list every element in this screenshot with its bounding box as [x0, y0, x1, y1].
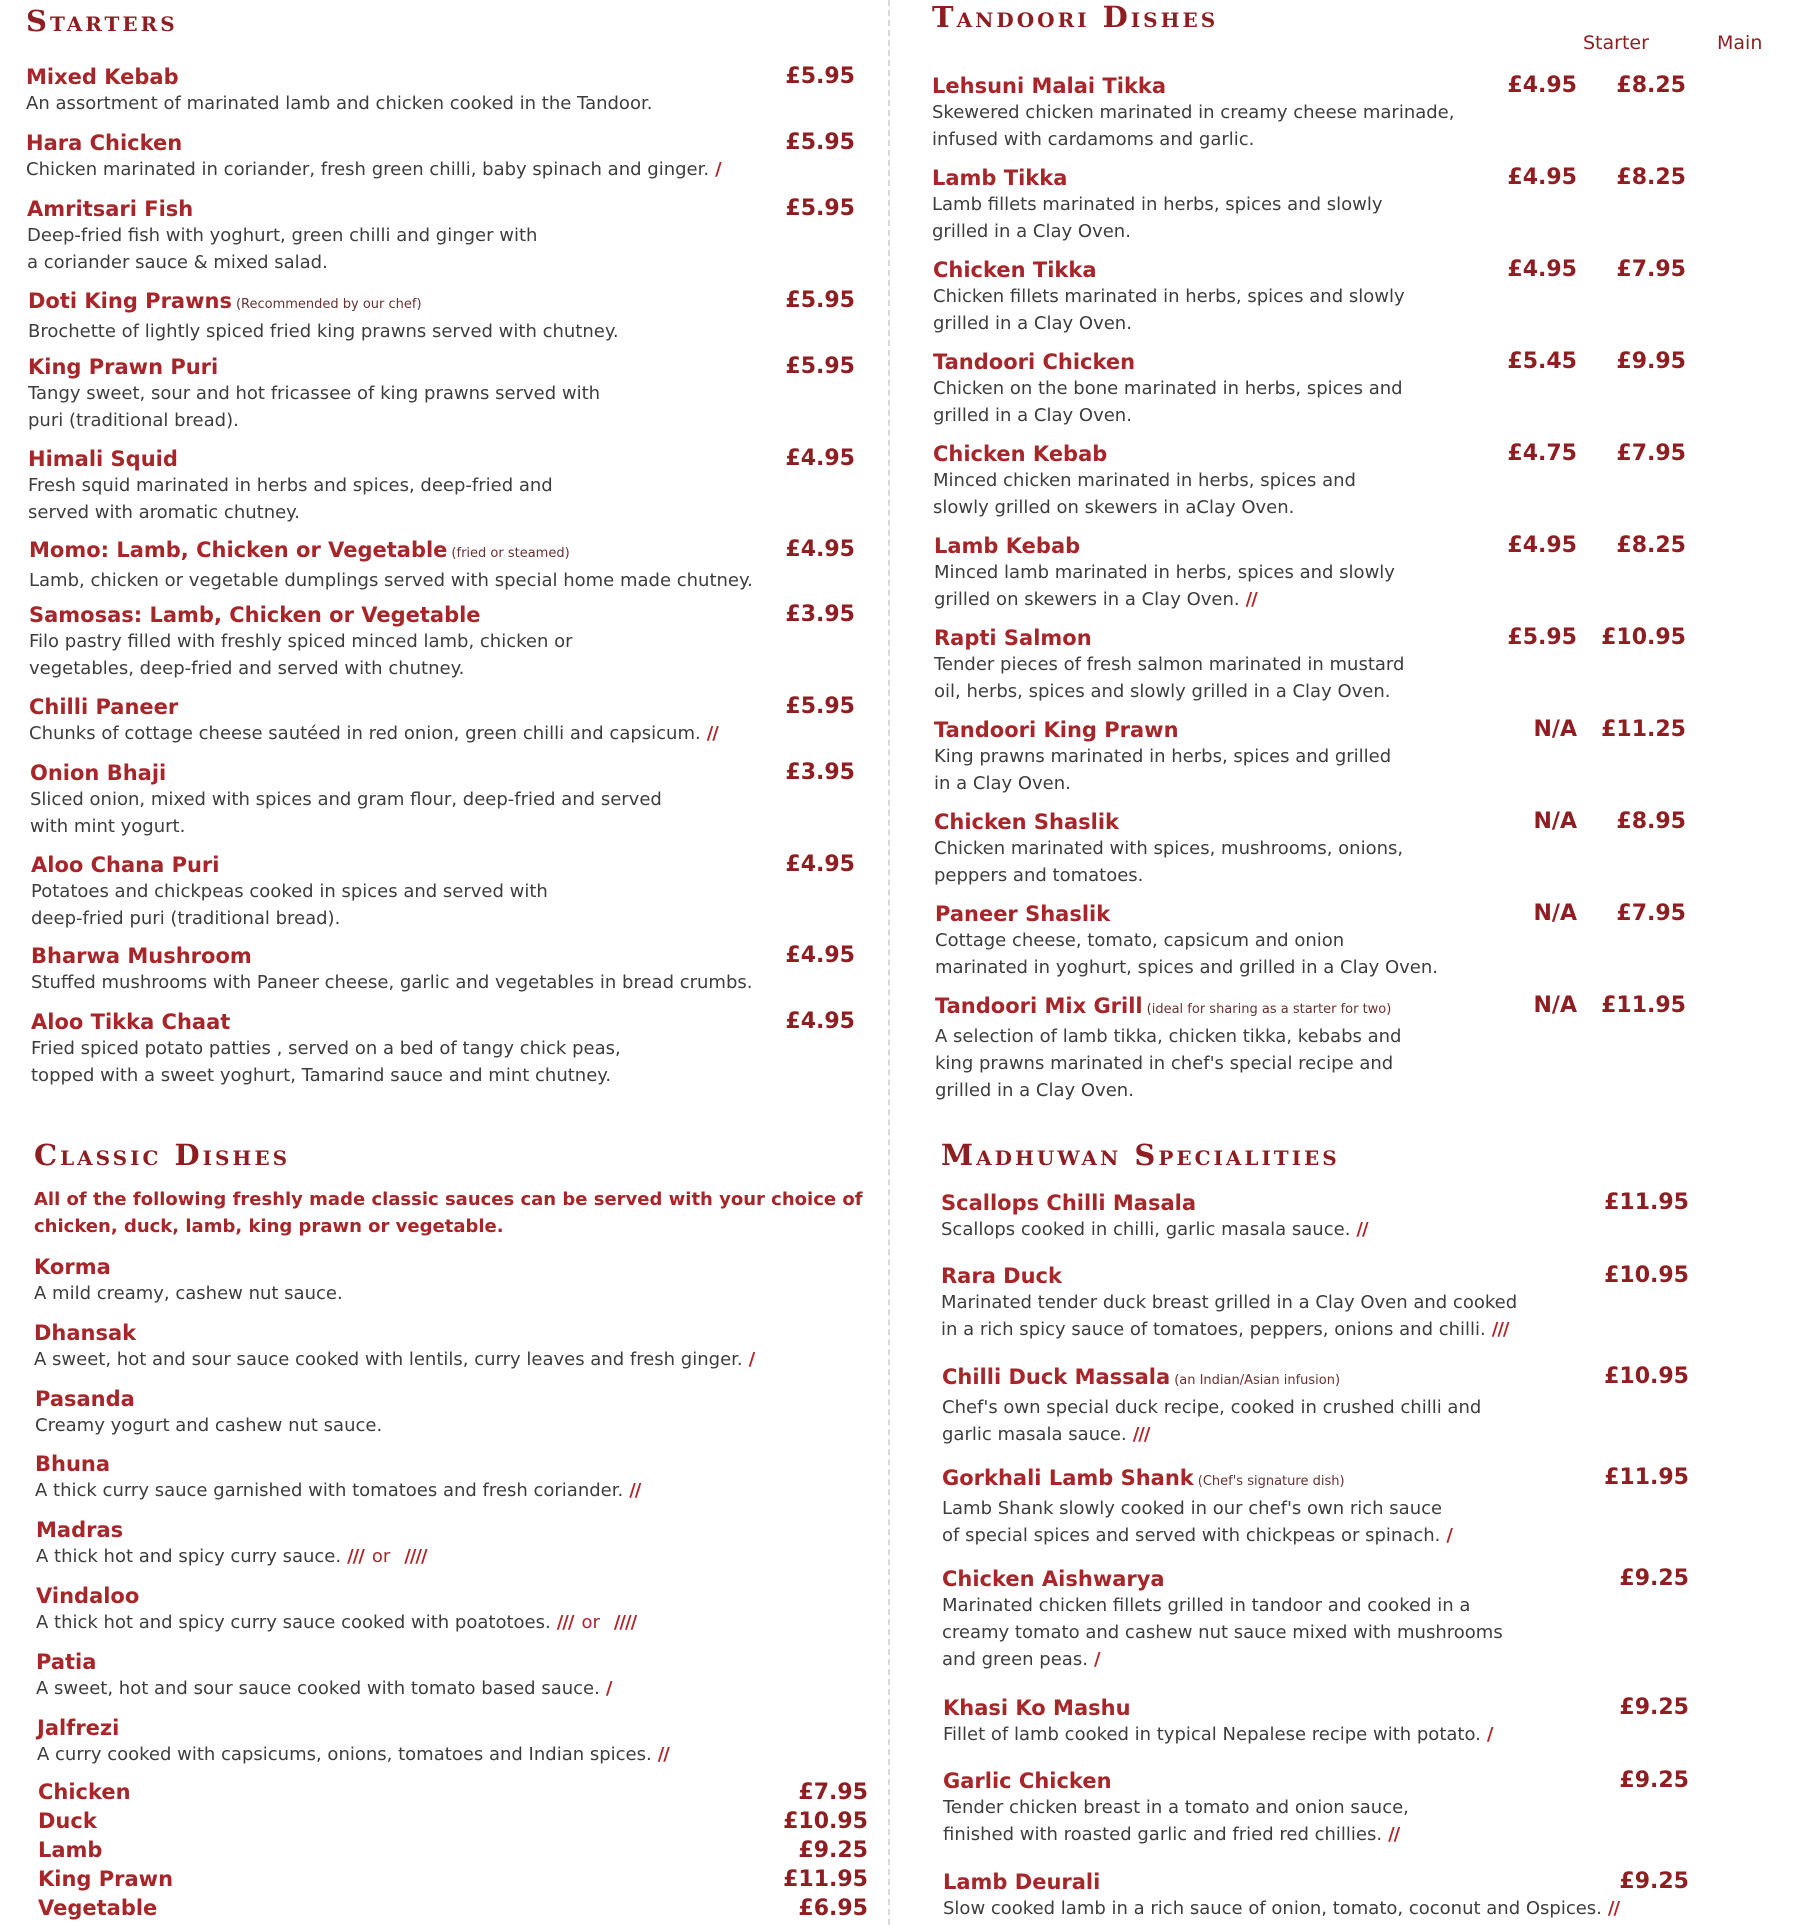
item-name-text: Rara Duck	[941, 1264, 1062, 1288]
chilli-heat-icon: ///	[556, 1612, 574, 1633]
item-name-text: Paneer Shaslik	[935, 902, 1111, 926]
sauce-item	[0, 1254, 886, 1307]
menu-item	[900, 1263, 1806, 1343]
item-description	[934, 651, 1806, 705]
protein-price-row	[38, 1896, 868, 1925]
main-price: £11.25	[1601, 717, 1686, 742]
item-description-text: Potatoes and chickpeas cooked in spices and served with deep-fried puri (traditional bread).	[31, 881, 548, 929]
sauce-name: Madras	[36, 1518, 124, 1542]
item-name-text: Lamb Deurali	[943, 1870, 1101, 1894]
item-name-text: Scallops Chilli Masala	[941, 1191, 1196, 1215]
menu-item	[900, 349, 1806, 429]
item-description	[942, 1495, 1806, 1549]
menu-item	[0, 354, 886, 434]
item-description-text: Lamb, chicken or vegetable dumplings served with special home made chutney.	[29, 570, 753, 591]
starter-price: £4.95	[1507, 73, 1577, 98]
item-description-text: Chicken marinated with spices, mushrooms, onions, peppers and tomatoes.	[934, 838, 1404, 886]
item-description	[934, 835, 1806, 889]
main-price: £8.25	[1616, 533, 1686, 558]
chilli-heat-icon: /	[1446, 1525, 1452, 1546]
item-name-text: Chicken Aishwarya	[942, 1567, 1165, 1591]
sauce-item	[0, 1320, 886, 1373]
main-price: £7.95	[1616, 901, 1686, 926]
item-description-text: Filo pastry filled with freshly spiced minced lamb, chicken or vegetables, deep-fried and served with chutney.	[29, 631, 573, 679]
item-description-text: Lamb fillets marinated in herbs, spices and slowly grilled in a Clay Oven.	[932, 194, 1383, 242]
sauce-description	[34, 1280, 886, 1307]
chilli-heat-icon: ///	[347, 1546, 364, 1567]
item-name-text: Khasi Ko Mashu	[943, 1696, 1131, 1720]
item-price: £4.95	[785, 537, 855, 562]
item-description	[933, 283, 1806, 337]
sauce-name: Patia	[36, 1650, 97, 1674]
item-price: £11.95	[1604, 1190, 1689, 1215]
chilli-heat-icon: /	[748, 1349, 755, 1370]
item-description-text: Minced lamb marinated in herbs, spices and slowly grilled on skewers in a Clay Oven.	[934, 562, 1395, 610]
protein-name: Vegetable	[38, 1896, 158, 1920]
item-description	[942, 1592, 1806, 1673]
main-price: £7.95	[1616, 257, 1686, 282]
item-price: £9.25	[1619, 1695, 1689, 1720]
item-name-text: Chilli Duck Massala	[942, 1365, 1171, 1389]
chilli-heat-icon: ///	[1491, 1319, 1509, 1340]
sauce-name: Pasanda	[35, 1387, 135, 1411]
item-description-text: Tangy sweet, sour and hot fricassee of king prawns served with puri (traditional bread).	[28, 383, 601, 431]
item-name-text: Tandoori Chicken	[933, 350, 1136, 374]
item-description	[29, 567, 886, 594]
menu-item	[900, 717, 1806, 797]
sauce-description-text: A curry cooked with capsicums, onions, tomatoes and Indian spices.	[37, 1744, 652, 1765]
item-description-text: Deep-fried fish with yoghurt, green chilli and ginger with a coriander sauce & mixed salad.	[27, 225, 538, 273]
item-note: (fried or steamed)	[451, 546, 570, 561]
item-description	[28, 380, 886, 434]
sauce-description-text: Creamy yogurt and cashew nut sauce.	[35, 1415, 383, 1436]
protein-price: £10.95	[783, 1809, 868, 1834]
chilli-heat-icon: //	[1607, 1898, 1620, 1919]
menu-item	[900, 1695, 1806, 1748]
starters-title: Starters	[26, 4, 178, 38]
main-price: £8.95	[1616, 809, 1686, 834]
item-price: £5.95	[785, 130, 855, 155]
sauce-description-text: A mild creamy, cashew nut sauce.	[34, 1283, 343, 1304]
protein-price: £7.95	[798, 1780, 868, 1805]
item-name-text: Lamb Kebab	[934, 534, 1081, 558]
sauce-description	[36, 1609, 886, 1636]
chilli-heat-icon: //	[657, 1744, 669, 1765]
item-description-text: Chicken fillets marinated in herbs, spices and slowly grilled in a Clay Oven.	[933, 286, 1405, 334]
item-name-text: Garlic Chicken	[943, 1769, 1112, 1793]
item-description-text: Fillet of lamb cooked in typical Nepalese recipe with potato.	[943, 1724, 1481, 1745]
item-description-text: Skewered chicken marinated in creamy cheese marinade, infused with cardamoms and garlic.	[932, 102, 1455, 150]
menu-item	[900, 1465, 1806, 1549]
protein-price-row	[38, 1780, 868, 1809]
item-name-text: Chilli Paneer	[29, 695, 179, 719]
item-name-text: Amritsari Fish	[27, 197, 194, 221]
sauce-item	[0, 1715, 886, 1768]
menu-item	[900, 625, 1806, 705]
starter-column-header: Starter	[1583, 32, 1649, 54]
menu-item	[900, 533, 1806, 613]
item-description-text: Sliced onion, mixed with spices and gram flour, deep-fried and served with mint yogurt.	[30, 789, 662, 837]
item-price: £5.95	[785, 64, 855, 89]
menu-item	[0, 602, 886, 682]
starter-price: £5.45	[1507, 349, 1577, 374]
item-description-text: Fresh squid marinated in herbs and spices, deep-fried and served with aromatic chutney.	[28, 475, 553, 523]
protein-name: Lamb	[38, 1838, 103, 1862]
sauce-description-text: A thick hot and spicy curry sauce cooked with poatotoes.	[36, 1612, 551, 1633]
starter-price: £4.95	[1507, 165, 1577, 190]
item-description	[934, 559, 1806, 613]
chilli-heat-icon: //	[629, 1480, 641, 1501]
item-description	[933, 375, 1806, 429]
sauce-description	[37, 1741, 886, 1768]
item-description-text: Tender chicken breast in a tomato and onion sauce, finished with roasted garlic and fried red chillies.	[943, 1797, 1409, 1845]
menu-item	[0, 943, 886, 996]
item-price: £9.25	[1619, 1869, 1689, 1894]
chilli-heat-icon: /	[715, 159, 721, 180]
item-price: £4.95	[785, 446, 855, 471]
item-price: £10.95	[1604, 1364, 1689, 1389]
item-description-text: A selection of lamb tikka, chicken tikka, kebabs and king prawns marinated in chef's special recipe and grilled in a Clay Oven.	[935, 1026, 1402, 1101]
menu-item	[0, 288, 886, 345]
classic-dishes-intro: All of the following freshly made classic sauces can be served with your choice of chicken, duck, lamb, king prawn or vegetable.	[34, 1189, 863, 1237]
chilli-heat-icon: //	[1388, 1824, 1400, 1845]
sauce-item	[0, 1649, 886, 1702]
item-description-text: Chicken on the bone marinated in herbs, spices and grilled in a Clay Oven.	[933, 378, 1403, 426]
item-description	[943, 1794, 1806, 1848]
chilli-heat-icon: //	[1356, 1219, 1368, 1240]
item-description	[29, 628, 886, 682]
starter-price: £4.95	[1507, 533, 1577, 558]
main-price: £7.95	[1616, 441, 1686, 466]
menu-item	[900, 1566, 1806, 1673]
menu-item	[0, 1009, 886, 1089]
menu-item	[900, 1364, 1806, 1448]
menu-item	[0, 196, 886, 276]
item-description	[29, 720, 886, 747]
item-description	[31, 878, 886, 932]
starter-price: N/A	[1533, 993, 1577, 1018]
item-description	[935, 927, 1806, 981]
menu-item	[0, 130, 886, 183]
item-note: (Recommended by our chef)	[235, 297, 422, 312]
item-price: £10.95	[1604, 1263, 1689, 1288]
item-description	[28, 318, 886, 345]
sauce-name: Vindaloo	[36, 1584, 140, 1608]
item-description	[933, 467, 1806, 521]
column-divider	[888, 0, 890, 1925]
protein-price-row	[38, 1867, 868, 1896]
item-name-text: Aloo Tikka Chaat	[31, 1010, 231, 1034]
item-description	[26, 90, 886, 117]
item-description-text: King prawns marinated in herbs, spices and grilled in a Clay Oven.	[934, 746, 1392, 794]
item-note: (ideal for sharing as a starter for two)	[1146, 1002, 1392, 1017]
item-name-text: Aloo Chana Puri	[31, 853, 220, 877]
sauce-name: Dhansak	[34, 1321, 137, 1345]
chilli-heat-icon: ////	[613, 1612, 637, 1633]
menu-item	[900, 901, 1806, 981]
item-description	[941, 1289, 1806, 1343]
menu-item	[900, 993, 1806, 1104]
item-description-text: Minced chicken marinated in herbs, spices and slowly grilled on skewers in aClay Oven.	[933, 470, 1356, 518]
sauce-name: Korma	[34, 1255, 111, 1279]
menu-item	[0, 64, 886, 117]
item-name-text: Tandoori King Prawn	[934, 718, 1179, 742]
protein-price-row	[38, 1838, 868, 1867]
item-price: £4.95	[785, 943, 855, 968]
protein-name: Chicken	[38, 1780, 131, 1804]
item-description-text: Scallops cooked in chilli, garlic masala sauce.	[941, 1219, 1351, 1240]
heat-or-text: or	[371, 1546, 391, 1567]
menu-item	[900, 73, 1806, 153]
item-name-text: Himali Squid	[28, 447, 178, 471]
sauce-description	[35, 1412, 886, 1439]
item-description-text: Marinated tender duck breast grilled in a Clay Oven and cooked in a rich spicy sauce of tomatoes, peppers, onions and chilli.	[941, 1292, 1518, 1340]
item-note: (Chef's signature dish)	[1197, 1474, 1345, 1489]
item-description	[28, 472, 886, 526]
chilli-heat-icon: //	[706, 723, 718, 744]
protein-price: £6.95	[798, 1896, 868, 1921]
item-price: £9.25	[1619, 1768, 1689, 1793]
sauce-description-text: A sweet, hot and sour sauce cooked with tomato based sauce.	[36, 1678, 600, 1699]
item-price: £9.25	[1619, 1566, 1689, 1591]
sauce-description-text: A sweet, hot and sour sauce cooked with lentils, curry leaves and fresh ginger.	[34, 1349, 743, 1370]
item-description	[932, 191, 1806, 245]
item-description	[932, 99, 1806, 153]
item-price: £4.95	[785, 1009, 855, 1034]
menu-item	[900, 257, 1806, 337]
item-price: £5.95	[785, 288, 855, 313]
item-description-text: Stuffed mushrooms with Paneer cheese, garlic and vegetables in bread crumbs.	[31, 972, 753, 993]
item-description	[941, 1216, 1806, 1243]
item-name-text: Chicken Kebab	[933, 442, 1108, 466]
item-name-text: Mixed Kebab	[26, 65, 179, 89]
chilli-heat-icon: ///	[1132, 1424, 1150, 1445]
starter-price: N/A	[1533, 717, 1577, 742]
item-name-text: Gorkhali Lamb Shank	[942, 1466, 1194, 1490]
item-description	[935, 1023, 1806, 1104]
item-note: (an Indian/Asian infusion)	[1174, 1373, 1341, 1388]
item-price: £11.95	[1604, 1465, 1689, 1490]
chilli-heat-icon: /	[1093, 1649, 1100, 1670]
starter-price: £5.95	[1507, 625, 1577, 650]
sauce-name: Bhuna	[35, 1452, 111, 1476]
item-description-text: Cottage cheese, tomato, capsicum and onion marinated in yoghurt, spices and grilled in a Clay Oven.	[935, 930, 1439, 978]
chilli-heat-icon: ////	[404, 1546, 427, 1567]
menu-item	[900, 1190, 1806, 1243]
main-price: £10.95	[1601, 625, 1686, 650]
sauce-item	[0, 1517, 886, 1570]
item-name-text: Chicken Shaslik	[934, 810, 1120, 834]
item-description-text: Slow cooked lamb in a rich sauce of onion, tomato, coconut and Ospices.	[943, 1898, 1602, 1919]
menu-item	[900, 441, 1806, 521]
item-name-text: Lehsuni Malai Tikka	[932, 74, 1167, 98]
item-description-text: Lamb Shank slowly cooked in our chef's own rich sauce of special spices and served with chickpeas or spinach.	[942, 1498, 1443, 1546]
item-description	[943, 1895, 1806, 1922]
item-price: £5.95	[785, 354, 855, 379]
sauce-description	[34, 1346, 886, 1373]
item-description-text: An assortment of marinated lamb and chicken cooked in the Tandoor.	[26, 93, 653, 114]
protein-name: Duck	[38, 1809, 97, 1833]
item-description-text: Chef's own special duck recipe, cooked in crushed chilli and garlic masala sauce.	[942, 1397, 1482, 1445]
item-description	[27, 222, 886, 276]
item-name-text: Momo: Lamb, Chicken or Vegetable	[29, 538, 448, 562]
item-price: £3.95	[785, 760, 855, 785]
menu-item	[900, 1768, 1806, 1848]
sauce-description	[36, 1543, 886, 1570]
item-name-text: Tandoori Mix Grill	[935, 994, 1143, 1018]
item-description	[31, 1035, 886, 1089]
menu-item	[0, 694, 886, 747]
item-name-text: Rapti Salmon	[934, 626, 1092, 650]
item-price: £3.95	[785, 602, 855, 627]
item-price: £5.95	[785, 196, 855, 221]
main-price: £9.95	[1616, 349, 1686, 374]
item-price: £4.95	[785, 852, 855, 877]
item-description-text: Chunks of cottage cheese sautéed in red onion, green chilli and capsicum.	[29, 723, 701, 744]
item-price: £5.95	[785, 694, 855, 719]
sauce-description	[35, 1477, 886, 1504]
item-description	[30, 786, 886, 840]
specialities-title: Madhuwan Specialities	[941, 1138, 1340, 1172]
item-description	[943, 1721, 1806, 1748]
main-price: £8.25	[1616, 73, 1686, 98]
menu-item	[0, 760, 886, 840]
menu-item	[0, 537, 886, 594]
item-description-text: Brochette of lightly spiced fried king prawns served with chutney.	[28, 321, 619, 342]
main-price: £11.95	[1601, 993, 1686, 1018]
protein-price-row	[38, 1809, 868, 1838]
item-name-text: King Prawn Puri	[28, 355, 219, 379]
sauce-item	[0, 1386, 886, 1439]
starter-price: N/A	[1533, 901, 1577, 926]
classic-dishes-title: Classic Dishes	[34, 1138, 291, 1172]
starter-price: N/A	[1533, 809, 1577, 834]
item-description	[26, 156, 886, 183]
sauce-item	[0, 1451, 886, 1504]
item-name-text: Lamb Tikka	[932, 166, 1068, 190]
item-description	[31, 969, 886, 996]
menu-item	[900, 809, 1806, 889]
menu-item	[0, 446, 886, 526]
heat-or-text: or	[581, 1612, 600, 1633]
item-description	[942, 1394, 1806, 1448]
item-description-text: Fried spiced potato patties , served on a bed of tangy chick peas, topped with a sweet yoghurt, Tamarind sauce and mint chutney.	[31, 1038, 621, 1086]
protein-price: £9.25	[798, 1838, 868, 1863]
sauce-name: Jalfrezi	[37, 1716, 120, 1740]
item-name-text: Onion Bhaji	[30, 761, 167, 785]
chilli-heat-icon: /	[1486, 1724, 1493, 1745]
item-name-text: Hara Chicken	[26, 131, 183, 155]
sauce-description-text: A thick curry sauce garnished with tomatoes and fresh coriander.	[35, 1480, 624, 1501]
sauce-description-text: A thick hot and spicy curry sauce.	[36, 1546, 342, 1567]
tandoori-dishes-title: Tandoori Dishes	[932, 0, 1219, 34]
item-name-text: Chicken Tikka	[933, 258, 1097, 282]
sauce-description	[36, 1675, 886, 1702]
chilli-heat-icon: //	[1245, 589, 1257, 610]
menu-item	[900, 1869, 1806, 1922]
sauce-item	[0, 1583, 886, 1636]
protein-price: £11.95	[783, 1867, 868, 1892]
menu-item	[900, 165, 1806, 245]
starter-price: £4.95	[1507, 257, 1577, 282]
chilli-heat-icon: /	[605, 1678, 612, 1699]
item-description	[934, 743, 1806, 797]
item-name-text: Bharwa Mushroom	[31, 944, 252, 968]
item-description-text: Tender pieces of fresh salmon marinated in mustard oil, herbs, spices and slowly grilled in a Clay Oven.	[934, 654, 1405, 702]
item-description-text: Marinated chicken fillets grilled in tandoor and cooked in a creamy tomato and cashew nut sauce mixed with mushrooms and green peas.	[942, 1595, 1503, 1670]
protein-name: King Prawn	[38, 1867, 174, 1891]
menu-item	[0, 852, 886, 932]
main-column-header: Main	[1717, 32, 1763, 54]
main-price: £8.25	[1616, 165, 1686, 190]
item-name-text: Samosas: Lamb, Chicken or Vegetable	[29, 603, 481, 627]
item-description-text: Chicken marinated in coriander, fresh green chilli, baby spinach and ginger.	[26, 159, 710, 180]
item-name-text: Doti King Prawns	[28, 289, 232, 313]
starter-price: £4.75	[1507, 441, 1577, 466]
